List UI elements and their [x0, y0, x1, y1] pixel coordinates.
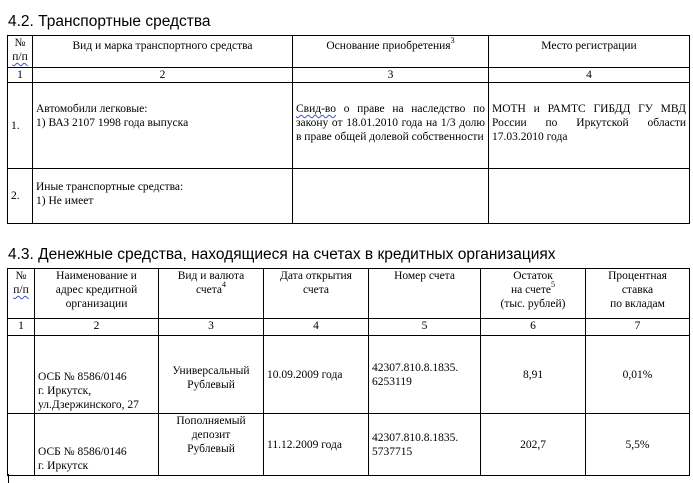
header-balance-line: на счете	[510, 284, 552, 296]
accounts-colnum-row	[8, 319, 690, 336]
account-row-1-rate: 0,01%	[586, 336, 690, 414]
header-type-line: Вид и валюта	[177, 270, 245, 282]
header-bank-line: Наименование и	[56, 270, 137, 282]
account-row-2-rate: 5,5%	[586, 414, 690, 476]
vehicle-row-2-basis	[293, 169, 489, 224]
header-account-number: Номер счета	[369, 269, 481, 319]
section-4-2-title: 4.2. Транспортные средства	[8, 13, 211, 30]
header-num	[8, 36, 33, 68]
vehicle-item: 1) ВАЗ 2107 1998 года выпуска	[36, 117, 189, 129]
colnum-1: 1	[8, 319, 35, 336]
header-rate	[586, 269, 690, 319]
header-account-type	[159, 269, 264, 319]
header-num	[8, 269, 35, 319]
vehicle-row-2-desc	[33, 169, 293, 224]
header-rate-line: Процентная	[608, 270, 667, 282]
vehicle-row-2-num: 2.	[8, 169, 33, 224]
header-basis	[293, 36, 489, 68]
account-number-part: 5737715	[372, 445, 413, 458]
header-bank	[35, 269, 159, 319]
account-row-2-type	[159, 414, 264, 476]
account-row-1-type	[159, 336, 264, 414]
accounts-table	[7, 268, 690, 476]
account-row-2-number	[369, 414, 481, 476]
account-row-1	[8, 336, 690, 414]
colnum-5: 5	[369, 319, 481, 336]
colnum-3: 3	[293, 68, 489, 83]
vehicles-table	[7, 35, 690, 224]
header-date-line: Дата открытия	[280, 270, 352, 282]
colnum-3: 3	[159, 319, 264, 336]
header-num-pp: п/п	[12, 51, 28, 63]
colnum-7: 7	[586, 319, 690, 336]
header-rate-line: ставка	[621, 284, 654, 296]
header-balance-line: Остаток	[513, 270, 553, 282]
account-row-1-date: 10.09.2009 года	[264, 336, 369, 414]
header-type-line: счета	[195, 284, 223, 296]
header-date-line: счета	[302, 284, 330, 296]
account-row-2-bank	[35, 414, 159, 476]
accounts-header-row	[8, 269, 690, 319]
basis-rest: о праве на наследство по закону от 18.01.2010 года на 1/3 долю в праве общей долевой собственности	[296, 103, 485, 143]
header-num-symbol: №	[15, 270, 27, 282]
vehicle-row-1-num: 1.	[8, 83, 33, 169]
footnote-ref-5: 5	[551, 280, 556, 290]
account-row-1-bank	[35, 336, 159, 414]
colnum-4: 4	[489, 68, 690, 83]
account-row-1-num	[8, 336, 35, 414]
account-type-line: Пополняемый	[176, 415, 246, 427]
account-row-2-balance: 202,7	[481, 414, 586, 476]
vehicle-type: Иные транспортные средства:	[36, 181, 184, 193]
account-number-part: 42307.810.8.1835.	[372, 361, 459, 374]
header-num-symbol: №	[14, 37, 26, 49]
header-bank-line: организации	[65, 298, 128, 310]
bank-city: г. Иркутск	[38, 460, 89, 472]
account-row-2-num	[8, 414, 35, 476]
colnum-6: 6	[481, 319, 586, 336]
header-balance	[481, 269, 586, 319]
account-row-2-date: 11.12.2009 года	[264, 414, 369, 476]
vehicle-row-1	[8, 83, 690, 169]
account-currency: Рублевый	[187, 379, 235, 391]
account-row-2	[8, 414, 690, 476]
vehicle-row-1-registration: МОТН и РАМТС ГИБДД ГУ МВД России по Иркутской области 17.03.2010 года	[489, 83, 690, 169]
footnote-ref-3: 3	[450, 36, 455, 46]
colnum-2: 2	[35, 319, 159, 336]
vehicle-row-2	[8, 169, 690, 224]
account-row-1-number	[369, 336, 481, 414]
bank-street: ул.Дзержинского, 27	[38, 399, 139, 411]
colnum-2: 2	[33, 68, 293, 83]
account-number-part: 6253119	[372, 375, 412, 388]
bank-city: г. Иркутск,	[38, 385, 92, 397]
vehicle-row-1-basis	[293, 83, 489, 169]
colnum-1: 1	[8, 68, 33, 83]
header-bank-line: адрес кредитной	[55, 284, 138, 296]
bank-name: ОСБ № 8586/0146	[38, 371, 127, 383]
header-rate-line: по вкладам	[610, 298, 665, 310]
account-number-part: 42307.810.8.1835.	[372, 431, 459, 444]
colnum-4: 4	[264, 319, 369, 336]
account-currency: Рублевый	[187, 443, 235, 455]
account-type-line: депозит	[191, 429, 231, 441]
header-balance-line: (тыс. рублей)	[500, 298, 566, 310]
vehicle-row-2-registration	[489, 169, 690, 224]
header-vehicle: Вид и марка транспортного средства	[33, 36, 293, 68]
footnote-ref-4: 4	[222, 280, 227, 290]
header-registration: Место регистрации	[489, 36, 690, 68]
account-row-1-balance: 8,91	[481, 336, 586, 414]
basis-word: Свид-во	[296, 103, 337, 115]
header-basis-label: Основание приобретения	[326, 40, 451, 52]
vehicle-row-1-desc	[33, 83, 293, 169]
vehicle-type: Автомобили легковые:	[36, 103, 148, 115]
section-4-3-title: 4.3. Денежные средства, находящиеся на счетах в кредитных организациях	[8, 246, 556, 263]
vehicle-item: 1) Не имеет	[36, 195, 94, 207]
bank-name: ОСБ № 8586/0146	[38, 446, 127, 458]
vehicles-header-row	[8, 36, 690, 68]
vehicles-colnum-row	[8, 68, 690, 83]
header-open-date	[264, 269, 369, 319]
account-type-line: Универсальный	[172, 365, 250, 377]
text-cursor-mark	[8, 474, 9, 483]
header-num-pp: п/п	[13, 284, 29, 296]
